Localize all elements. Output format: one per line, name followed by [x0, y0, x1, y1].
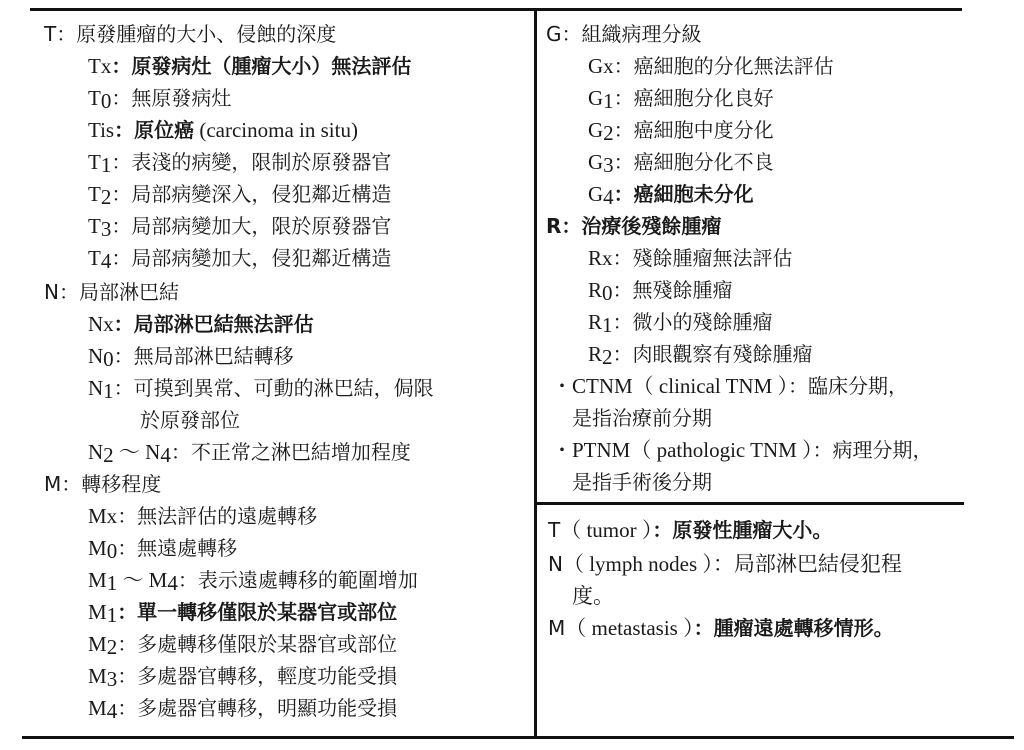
note-text: ：臨床分期，: [788, 374, 909, 398]
m-subscript: 0: [106, 539, 118, 563]
n-code: N: [88, 344, 104, 368]
t-desc: ：局部病變加大，侵犯鄰近構造: [111, 246, 392, 270]
t-desc: ：局部病變加大，限於原發器官: [111, 214, 392, 238]
g-item-2: [588, 118, 774, 145]
m-desc: ：無法評估的遠處轉移: [117, 504, 318, 528]
m-item-0: [88, 536, 238, 563]
legend-letter: N: [548, 552, 563, 576]
m-code: M: [88, 568, 107, 592]
n-item-1: [88, 376, 434, 403]
n-subscript: 2: [103, 443, 114, 467]
m-item-3: [88, 664, 398, 691]
legend-divider-rule: [536, 502, 964, 505]
n-desc: ：不正常之淋巴結增加程度: [170, 440, 411, 464]
t-code: T: [88, 246, 101, 270]
t-item-x: [88, 54, 411, 78]
r-subscript: 2: [602, 345, 613, 369]
r-code: Rx: [588, 246, 613, 270]
n-range-mid: ～ N: [113, 440, 161, 464]
g-code: G: [588, 86, 604, 110]
g-desc: ：癌細胞中度分化: [613, 118, 774, 142]
g-item-4: [588, 182, 754, 209]
n-desc: ：無局部淋巴結轉移: [113, 344, 294, 368]
m-desc: ：表示遠處轉移的範圍增加: [177, 568, 418, 592]
r-code: R: [588, 278, 603, 302]
note-latin: PTNM（ pathologic TNM ）: [572, 438, 813, 462]
r-desc: ：肉眼觀察有殘餘腫瘤: [612, 342, 813, 366]
n-item-range: [88, 440, 411, 467]
r-item-x: [588, 246, 793, 270]
t-item-4: [88, 246, 392, 273]
t-subscript: 2: [100, 185, 112, 209]
m-desc: ：無遠處轉移: [117, 536, 238, 560]
t-code: T: [88, 150, 101, 174]
m-desc: ：多處器官轉移，輕度功能受損: [117, 664, 398, 688]
m-desc: ：單一轉移僅限於某器官或部位: [117, 600, 398, 624]
t-code: T: [88, 182, 101, 206]
n-heading: N：局部淋巴結: [44, 280, 179, 304]
g-code: Gx: [588, 54, 614, 78]
m-subscript: 1: [106, 571, 118, 595]
m-heading: M：轉移程度: [44, 472, 162, 496]
m-code: Mx: [88, 504, 118, 528]
legend-text: ：腫瘤遠處轉移情形。: [693, 616, 894, 640]
bullet: ・: [552, 438, 572, 462]
n-subscript: 0: [103, 347, 114, 371]
table-top-rule: [30, 8, 962, 11]
m-desc: ：多處器官轉移，明顯功能受損: [117, 696, 398, 720]
m-subscript: 3: [106, 667, 118, 691]
m-subscript: 4: [106, 699, 118, 723]
g-subscript: 2: [603, 121, 614, 145]
legend-nodes-continuation: 度。: [572, 584, 614, 608]
g-subscript: 4: [603, 185, 614, 209]
m-code: M: [88, 600, 107, 624]
t-desc: ：原位癌: [114, 118, 195, 142]
g-subscript: 1: [603, 89, 614, 113]
t-item-0: [88, 86, 232, 113]
n-desc: ：可摸到異常、可動的淋巴結，侷限: [113, 376, 434, 400]
g-desc: ：癌細胞未分化: [613, 182, 754, 206]
note-text: ：病理分期，: [812, 438, 933, 462]
n-desc: ：局部淋巴結無法評估: [113, 312, 314, 336]
t-subscript: 1: [100, 153, 112, 177]
g-code: G: [588, 118, 604, 142]
r-item-1: [588, 310, 773, 337]
r-code: R: [588, 310, 603, 334]
n-code: N: [88, 376, 104, 400]
r-code: R: [588, 342, 603, 366]
note-ptnm-continuation: 是指手術後分期: [572, 470, 712, 494]
m-desc: ：多處轉移僅限於某器官或部位: [117, 632, 398, 656]
g-code: G: [588, 182, 604, 206]
legend-text: ：原發性腫瘤大小。: [652, 518, 833, 542]
legend-latin: （ lymph nodes ）: [562, 552, 713, 576]
n-subscript: 1: [103, 379, 114, 403]
m-subscript-2: 4: [167, 571, 178, 595]
bullet: ・: [552, 374, 572, 398]
t-heading: T：原發腫瘤的大小、侵蝕的深度: [44, 22, 337, 46]
t-code: Tx: [88, 54, 112, 78]
legend-nodes: [548, 552, 902, 576]
t-latin-note: (carcinoma in situ): [194, 118, 358, 142]
m-subscript: 1: [106, 603, 118, 627]
t-item-1: [88, 150, 392, 177]
note-ctnm: [552, 374, 908, 398]
m-item-2: [88, 632, 398, 659]
r-heading: R：治療後殘餘腫瘤: [546, 214, 722, 238]
m-item-x: [88, 504, 317, 528]
r-desc: ：殘餘腫瘤無法評估: [612, 246, 793, 270]
legend-latin: （ metastasis ）: [565, 616, 694, 640]
t-item-2: [88, 182, 392, 209]
legend-tumor: [548, 518, 832, 542]
n-item-0: [88, 344, 294, 371]
m-subscript: 2: [106, 635, 118, 659]
n-subscript-2: 4: [160, 443, 171, 467]
g-item-3: [588, 150, 774, 177]
m-code: M: [88, 696, 107, 720]
t-subscript: 4: [100, 249, 112, 273]
r-subscript: 0: [602, 281, 613, 305]
legend-letter: M: [548, 616, 566, 640]
r-desc: ：微小的殘餘腫瘤: [612, 310, 773, 334]
legend-latin: （ tumor ）: [560, 518, 653, 542]
n-code: Nx: [88, 312, 114, 336]
m-range-mid: ～ M: [117, 568, 168, 592]
note-ctnm-continuation: 是指治療前分期: [572, 406, 712, 430]
g-item-x: [588, 54, 834, 78]
legend-metastasis: [548, 616, 894, 640]
t-item-3: [88, 214, 392, 241]
legend-text: ：局部淋巴結侵犯程: [712, 552, 902, 576]
g-heading: G：組織病理分級: [546, 22, 702, 46]
r-desc: ：無殘餘腫瘤: [612, 278, 733, 302]
t-desc: ：無原發病灶: [111, 86, 232, 110]
r-item-0: [588, 278, 733, 305]
column-divider: [534, 8, 537, 738]
n-item-x: [88, 312, 314, 336]
t-item-is: [88, 118, 358, 142]
r-subscript: 1: [602, 313, 613, 337]
m-item-4: [88, 696, 398, 723]
t-code: T: [88, 214, 101, 238]
t-subscript: 3: [100, 217, 112, 241]
m-code: M: [88, 664, 107, 688]
r-item-2: [588, 342, 813, 369]
g-subscript: 3: [603, 153, 614, 177]
m-code: M: [88, 536, 107, 560]
legend-letter: T: [548, 518, 561, 542]
n-item-1-continuation: 於原發部位: [140, 408, 240, 432]
m-item-1: [88, 600, 398, 627]
g-code: G: [588, 150, 604, 174]
t-subscript: 0: [100, 89, 112, 113]
g-desc: ：癌細胞分化良好: [613, 86, 774, 110]
g-desc: ：癌細胞的分化無法評估: [613, 54, 834, 78]
t-desc: ：局部病變深入，侵犯鄰近構造: [111, 182, 392, 206]
n-code: N: [88, 440, 104, 464]
t-desc: ：表淺的病變，限制於原發器官: [111, 150, 392, 174]
t-code: T: [88, 86, 101, 110]
t-desc: ：原發病灶（腫瘤大小）無法評估: [111, 54, 412, 78]
m-code: M: [88, 632, 107, 656]
g-desc: ：癌細胞分化不良: [613, 150, 774, 174]
note-latin: CTNM（ clinical TNM ）: [572, 374, 789, 398]
g-item-1: [588, 86, 774, 113]
m-item-range: [88, 568, 418, 595]
table-bottom-rule: [22, 736, 1014, 739]
note-ptnm: [552, 438, 933, 462]
t-code: Tis: [88, 118, 115, 142]
